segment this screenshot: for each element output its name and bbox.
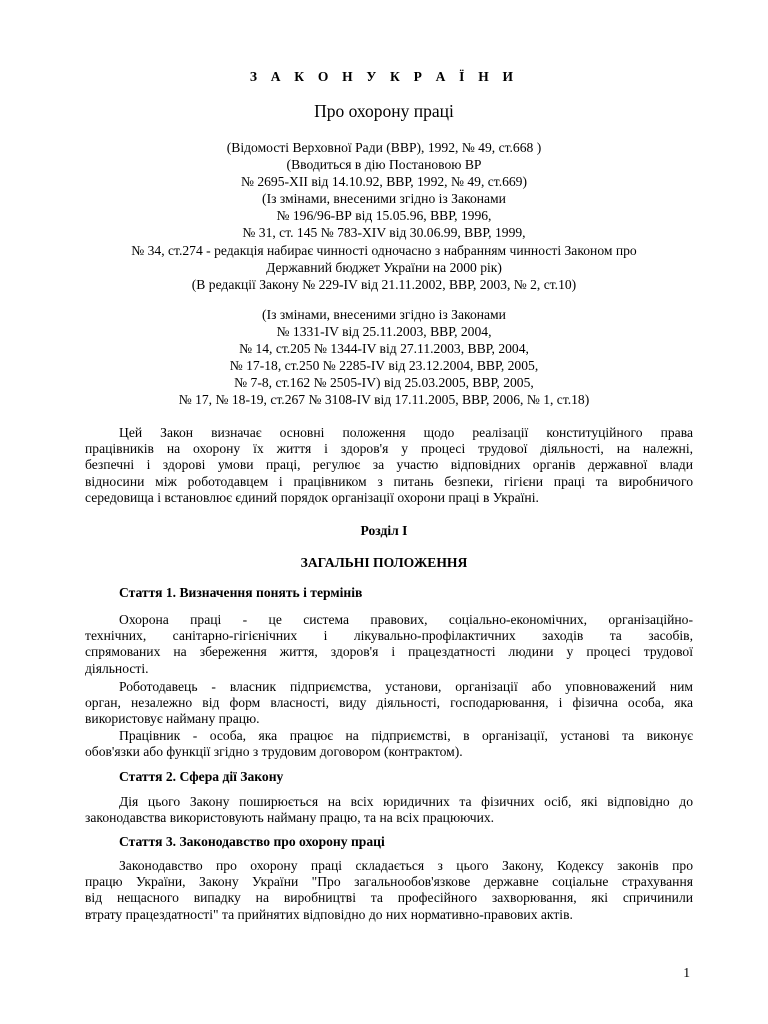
text-line: технічних, санітарно-гігієнічних і лікувально-профілактичних заходів та засобів, [85, 628, 693, 644]
publication-line: № 31, ст. 145 № 783-XIV від 30.06.99, ВВР, 1999, [242, 225, 526, 241]
amendment-line: (Із змінами, внесеними згідно із Законами [262, 307, 506, 322]
amendment-line: № 7-8, ст.162 № 2505-IV) від 25.03.2005, ВВР, 2005, [234, 375, 534, 391]
text-line: орган, незалежно від форм власності, виду діяльності, господарювання, і фізична особа, яка [85, 695, 693, 711]
publication-line: (Вводиться в дію Постановою ВР [286, 157, 482, 173]
article-3-heading: Стаття 3. Законодавство про охорону праці [119, 834, 385, 849]
text-line: спрямованих на збереження життя, здоров'я і працездатності людини у процесі трудової [85, 644, 693, 660]
text-line: Охорона праці - це система правових, соціально-економічних, організаційно- [119, 612, 693, 627]
article-3-paragraph-1 [85, 858, 693, 923]
text-line: Цей Закон визначає основні положення щодо реалізації конституційного права [119, 425, 693, 440]
publication-line: (Відомості Верховної Ради (ВВР), 1992, № 49, ст.668 ) [226, 140, 542, 155]
article-2-heading: Стаття 2. Сфера дії Закону [119, 769, 284, 784]
amendment-line: № 17-18, ст.250 № 2285-IV від 23.12.2004, ВВР, 2005, [229, 358, 539, 374]
amendment-line: № 14, ст.205 № 1344-IV від 27.11.2003, ВВР, 2004, [239, 341, 529, 357]
text-line: від нещасного випадку на виробництві та професійного захворювання, які спричинили [85, 890, 693, 906]
amendments-info [0, 306, 768, 409]
text-line: втрату працездатності" та прийнятих відповідно до них нормативно-правових актів. [85, 906, 573, 922]
article-1-heading: Стаття 1. Визначення понять і термінів [119, 585, 363, 600]
section-title: ЗАГАЛЬНІ ПОЛОЖЕННЯ [300, 555, 468, 570]
publication-line: № 196/96-ВР від 15.05.96, ВВР, 1996, [276, 208, 492, 224]
page-number: 1 [683, 965, 690, 980]
text-line: Дія цього Закону поширюється на всіх юридичних та фізичних осіб, які відповідно до [119, 794, 693, 809]
amendment-line: № 17, № 18-19, ст.267 № 3108-IV від 17.11.2005, ВВР, 2006, № 1, ст.18) [178, 392, 590, 408]
text-line: Працівник - особа, яка працює на підприємстві, в організації, установі та виконує [119, 728, 693, 743]
publication-line: (Із змінами, внесеними згідно із Законами [262, 191, 506, 207]
text-line: обов'язки або функції згідно з трудовим договором (контрактом). [85, 744, 463, 760]
article-2-paragraph-1 [85, 794, 693, 826]
section-number: Розділ I [360, 523, 408, 538]
article-1-paragraph-2 [85, 679, 693, 728]
publication-info [0, 139, 768, 293]
text-line: законодавства використовують найману працю, та на всіх працюючих. [85, 810, 495, 826]
preamble-paragraph [85, 425, 693, 506]
article-1-paragraph-1 [85, 612, 693, 677]
text-line: працівників на охорону їх життя і здоров'я у процесі трудової діяльності, на належні, [85, 441, 693, 457]
text-line: Роботодавець - власник підприємства, установи, організації або уповноважений ним [119, 679, 693, 694]
text-line: відносини між роботодавцем і працівником з питань безпеки, гігієни праці та виробничого [85, 473, 693, 489]
text-line: діяльності. [85, 660, 149, 676]
article-1-paragraph-3 [85, 728, 693, 760]
text-line: Законодавство про охорону праці складається з цього Закону, Кодексу законів про [119, 858, 693, 873]
law-heading: З А К О Н У К Р А Ї Н И [249, 69, 519, 84]
publication-line: № 2695-XII від 14.10.92, ВВР, 1992, № 49, ст.669) [240, 174, 528, 190]
publication-line: № 34, ст.274 - редакція набирає чинності одночасно з набранням чинності Законом про [131, 242, 637, 258]
text-line: використовує найману працю. [85, 711, 260, 727]
law-title: Про охорону праці [314, 101, 454, 121]
text-line: працю України, Закону України "Про загальнообов'язкове державне соціальне страхування [85, 874, 693, 890]
text-line: безпечні і здорові умови праці, регулює за участю відповідних органів державної влади [85, 457, 693, 473]
publication-line: (В редакції Закону № 229-IV від 21.11.2002, ВВР, 2003, № 2, ст.10) [191, 276, 577, 292]
text-line: середовища і встановлює єдиний порядок організації охорони праці в Україні. [85, 489, 539, 505]
amendment-line: № 1331-IV від 25.11.2003, ВВР, 2004, [276, 324, 492, 340]
publication-line: Державний бюджет України на 2000 рік) [266, 259, 502, 275]
